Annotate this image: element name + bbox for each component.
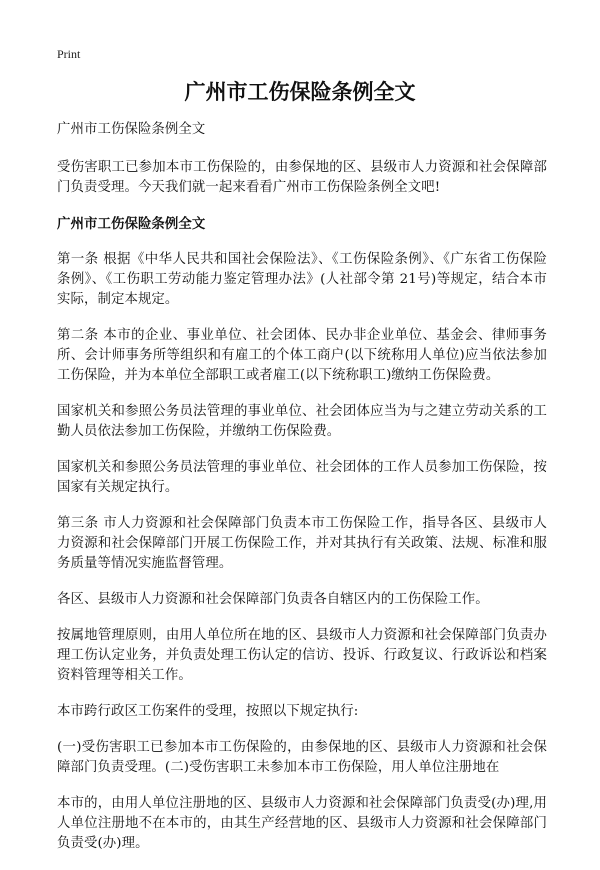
section-heading: 广州市工伤保险条例全文 <box>57 216 206 232</box>
cross-region-rule-paragraph: 本市跨行政区工伤案件的受理，按照以下规定执行: <box>57 704 359 719</box>
document-body <box>57 120 547 870</box>
article-3-clause-3-paragraph: 按属地管理原则，由用人单位所在地的区、县级市人力资源和社会保障部门负责办理工伤认定业务，并负责处理工伤认定的信访、投诉、行政复议、行政诉讼和档案资料管理等相关工作。 <box>57 628 547 683</box>
article-2-paragraph: 第二条 本市的企业、事业单位、社会团体、民办非企业单位、基金会、律师事务所、会计师事务所等组织和有雇工的个体工商户(以下统称用人单位)应当依法参加工伤保险，并为本单位全部职工或者雇工(以下统称职工)缴纳工伤保险费。 <box>57 328 547 383</box>
cross-region-items-paragraph: (一)受伤害职工已参加本市工伤保险的，由参保地的区、县级市人力资源和社会保障部门负责受理。(二)受伤害职工未参加本市工伤保险，用人单位注册地在 <box>57 740 547 775</box>
article-1-paragraph: 第一条 根据《中华人民共和国社会保险法》、《工伤保险条例》、《广东省工伤保险条例》、《工伤职工劳动能力鉴定管理办法》(人社部令第 21号)等规定，结合本市实际，制定本规定。 <box>57 252 547 307</box>
article-3-paragraph: 第三条 市人力资源和社会保障部门负责本市工伤保险工作，指导各区、县级市人力资源和社会保障部门开展工伤保险工作，并对其执行有关政策、法规、标准和服务质量等情况实施监督管理。 <box>57 516 547 571</box>
document-subtitle: 广州市工伤保险条例全文 <box>57 122 206 137</box>
article-2-clause-3-paragraph: 国家机关和参照公务员法管理的事业单位、社会团体的工作人员参加工伤保险，按国家有关规定执行。 <box>57 460 547 495</box>
document-title: 广州市工伤保险条例全文 <box>184 79 416 104</box>
cross-region-continued-paragraph: 本市的，由用人单位注册地的区、县级市人力资源和社会保障部门负责受(办)理,用人单位注册地不在本市的，由其生产经营地的区、县级市人力资源和社会保障部门负责受(办)理。 <box>57 796 547 851</box>
intro-paragraph: 受伤害职工已参加本市工伤保险的，由参保地的区、县级市人力资源和社会保障部门负责受理。今天我们就一起来看看广州市工伤保险条例全文吧! <box>57 160 547 195</box>
article-3-clause-2-paragraph: 各区、县级市人力资源和社会保障部门负责各自辖区内的工伤保险工作。 <box>57 592 489 607</box>
print-link[interactable]: Print <box>57 47 81 61</box>
article-2-clause-2-paragraph: 国家机关和参照公务员法管理的事业单位、社会团体应当为与之建立劳动关系的工勤人员依法参加工伤保险，并缴纳工伤保险费。 <box>57 404 547 439</box>
